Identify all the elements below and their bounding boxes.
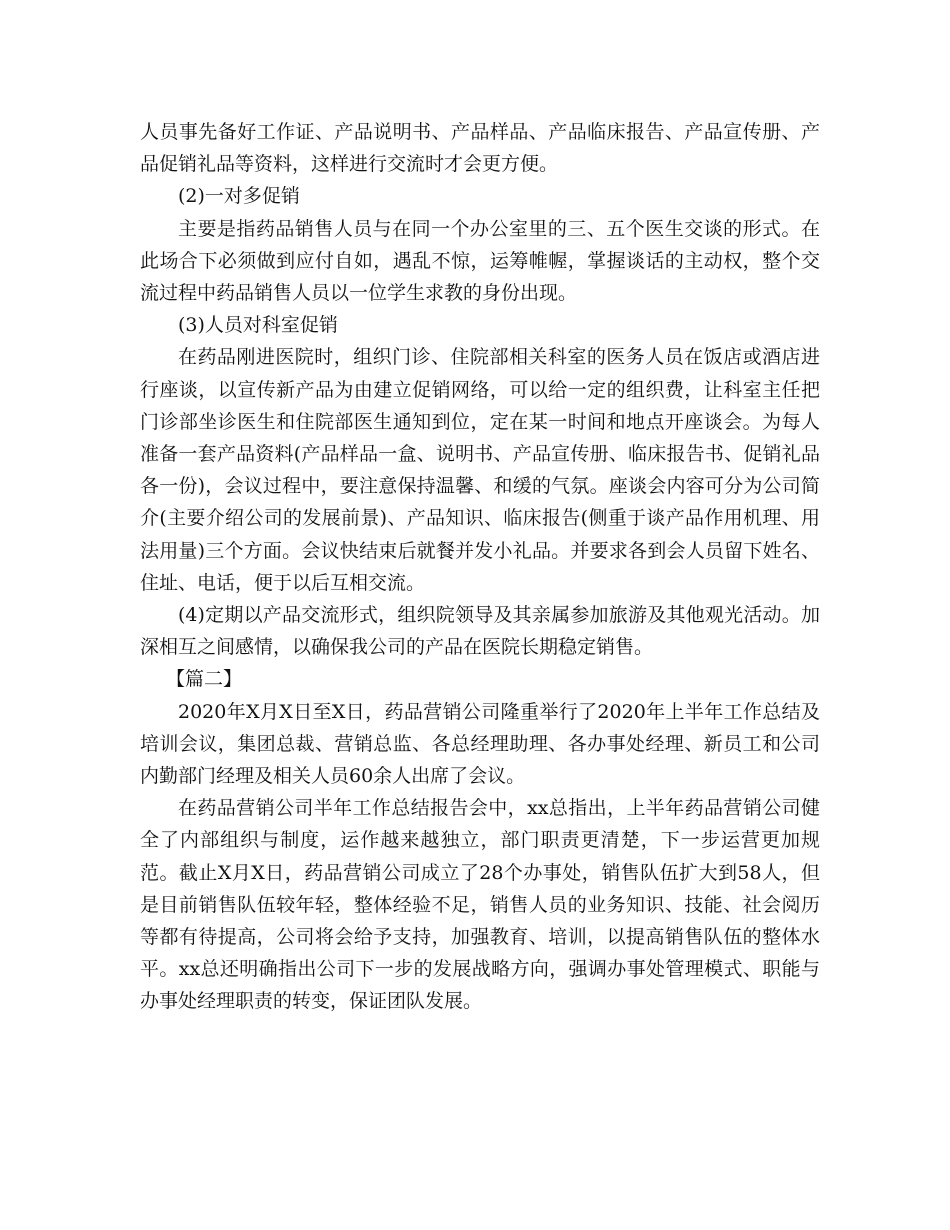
subheading-one-to-many: (2)一对多促销 (178, 185, 300, 208)
subheading-department-promotion: (3)人员对科室促销 (178, 314, 338, 337)
paragraph-summary-report: 在药品营销公司半年工作总结报告会中，xx总指出，上半年药品营销公司健全了内部组织与制度，运作越来越独立，部门职责更清楚，下一步运营更加规范。截止X月X日，药品营销公司成立了28个办事处，销售队伍扩大到58人，但是目前销售队伍较年轻，整体经验不足，销售人员的业务知识、技能、社会阅历等都有待提高，公司将会给予支持，加强教育、培训，以提高销售队伍的整体水平。xx总还明确指出公司下一步的发展战略方向，强调办事处管理模式、职能与办事处经理职责的转变，保证团队发展。 (140, 797, 820, 1013)
paragraph-department-promotion: 在药品刚进医院时，组织门诊、住院部相关科室的医务人员在饭店或酒店进行座谈，以宣传新产品为由建立促销网络，可以给一定的组织费，让科室主任把门诊部坐诊医生和住院部医生通知到位，定在某一时间和地点开座谈会。为每人准备一套产品资料(产品样品一盒、说明书、产品宣传册、临床报告书、促销礼品各一份)，会议过程中，要注意保持温馨、和缓的气氛。座谈会内容可分为公司简介(主要介绍公司的发展前景)、产品知识、临床报告(侧重于谈产品作用机理、用法用量)三个方面。会议快结束后就餐并发小礼品。并要求各到会人员留下姓名、住址、电话，便于以后互相交流。 (140, 346, 820, 594)
document-body (140, 116, 820, 1018)
paragraph-regular-exchange: (4)定期以产品交流形式，组织院领导及其亲属参加旅游及其他观光活动。加深相互之间感情，以确保我公司的产品在医院长期稳定销售。 (140, 604, 820, 659)
paragraph-continued: 人员事先备好工作证、产品说明书、产品样品、产品临床报告、产品宣传册、产品促销礼品等资料，这样进行交流时才会更方便。 (140, 121, 820, 176)
section-title-part-two: 【篇二】 (166, 668, 243, 691)
paragraph-meeting-intro: 2020年X月X日至X日，药品营销公司隆重举行了2020年上半年工作总结及培训会议，集团总裁、营销总监、各总经理助理、各办事处经理、新员工和公司内勤部门经理及相关人员60余人出席了会议。 (140, 700, 820, 788)
paragraph-one-to-many: 主要是指药品销售人员与在同一个办公室里的三、五个医生交谈的形式。在此场合下必须做到应付自如，遇乱不惊，运筹帷幄，掌握谈话的主动权，整个交流过程中药品销售人员以一位学生求教的身份出现。 (140, 217, 820, 305)
